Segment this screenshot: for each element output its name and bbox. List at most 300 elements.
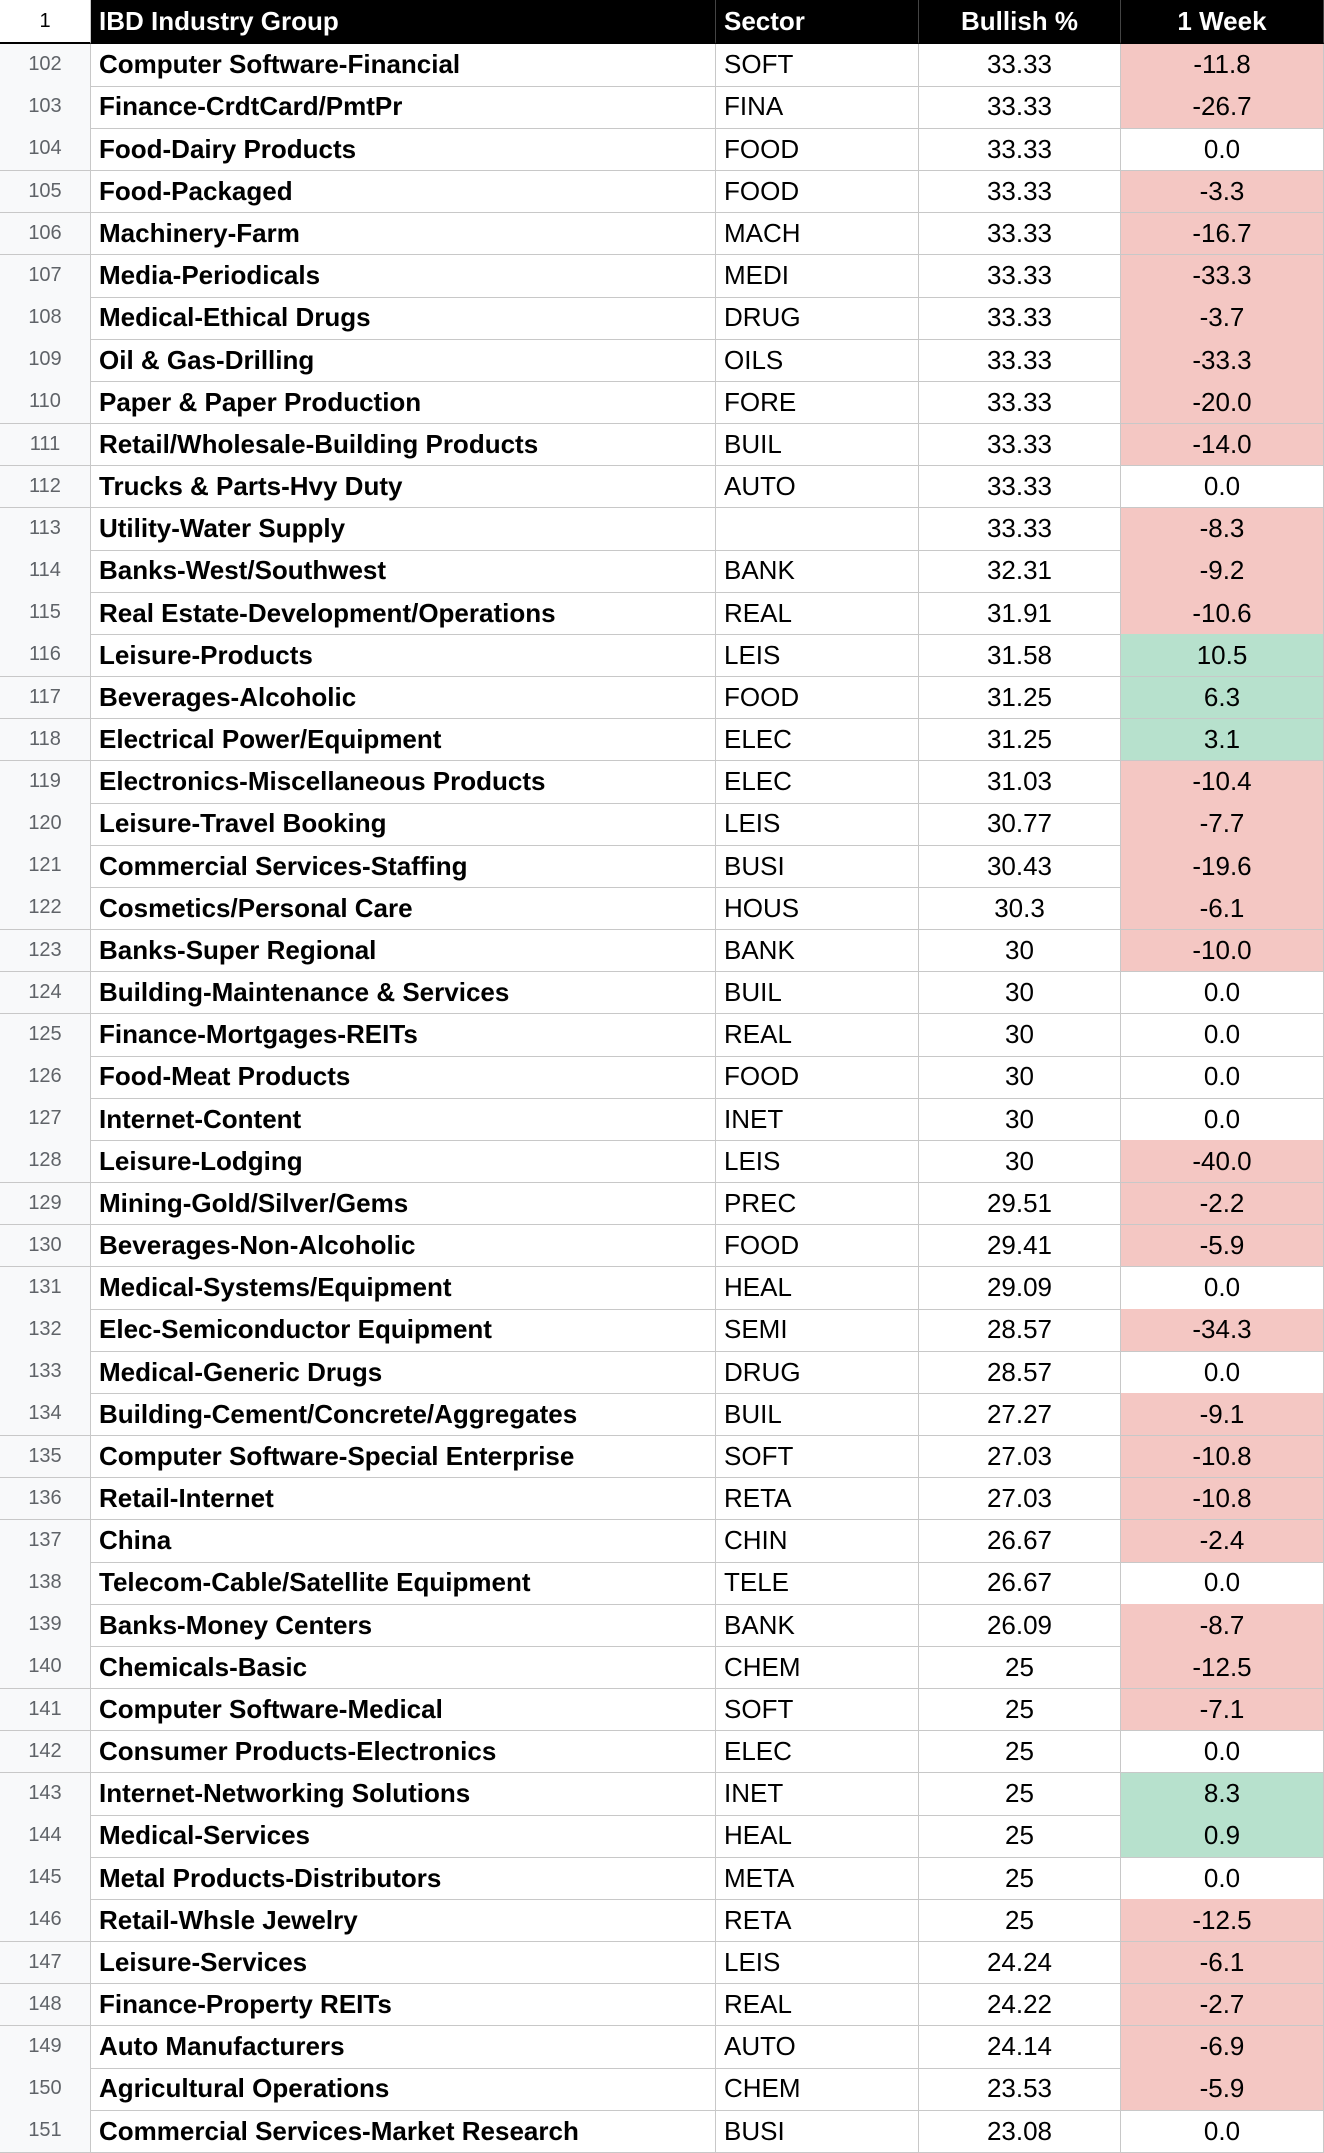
table-row [0,1731,1324,1774]
table-row [0,1562,1324,1605]
row-number[interactable]: 134 [0,1393,91,1436]
row-number[interactable]: 136 [0,1478,91,1521]
sector-cell[interactable]: META [716,1857,919,1900]
week-change-cell[interactable]: -40.0 [1121,1140,1324,1183]
table-row [0,972,1324,1015]
sector-cell[interactable]: FOOD [716,171,919,214]
week-change-cell[interactable]: -11.8 [1121,44,1324,87]
group-cell[interactable]: Leisure-Products [91,634,716,677]
week-change-cell[interactable]: -12.5 [1121,1646,1324,1689]
sector-cell[interactable]: DRUG [716,1351,919,1394]
sector-cell[interactable]: FOOD [716,1225,919,1268]
group-cell[interactable]: Banks-Money Centers [91,1604,716,1647]
bullish-cell[interactable]: 25 [919,1773,1121,1816]
row-number[interactable]: 119 [0,761,91,804]
bullish-cell[interactable]: 31.03 [919,761,1121,804]
row-number[interactable]: 130 [0,1225,91,1268]
table-row [0,1899,1324,1942]
week-change-cell[interactable]: -26.7 [1121,86,1324,129]
row-number[interactable]: 125 [0,1014,91,1057]
row-number[interactable]: 120 [0,803,91,846]
sector-cell[interactable]: HOUS [716,887,919,930]
table-row [0,803,1324,846]
week-change-cell[interactable]: 0.0 [1121,1056,1324,1099]
sector-cell[interactable]: SOFT [716,1689,919,1732]
bullish-cell[interactable]: 28.57 [919,1351,1121,1394]
row-number[interactable]: 104 [0,128,91,171]
table-row [0,1436,1324,1479]
bullish-cell[interactable]: 26.67 [919,1520,1121,1563]
bullish-cell[interactable]: 33.33 [919,381,1121,424]
group-cell[interactable]: Utility-Water Supply [91,508,716,551]
row-number[interactable]: 109 [0,339,91,382]
bullish-cell[interactable]: 33.33 [919,171,1121,214]
sector-cell[interactable]: AUTO [716,2026,919,2069]
table-row [0,761,1324,804]
sector-cell[interactable]: INET [716,1773,919,1816]
row-number[interactable]: 148 [0,1984,91,2027]
week-change-cell[interactable]: 0.0 [1121,1014,1324,1057]
table-row [0,1604,1324,1647]
week-change-cell[interactable]: -6.1 [1121,1942,1324,1985]
table-row [0,1098,1324,1141]
sector-cell[interactable]: RETA [716,1478,919,1521]
bullish-cell[interactable]: 27.03 [919,1436,1121,1479]
bullish-cell[interactable]: 23.53 [919,2068,1121,2111]
bullish-cell[interactable]: 28.57 [919,1309,1121,1352]
week-change-cell[interactable]: -7.7 [1121,803,1324,846]
group-cell[interactable]: Computer Software-Medical [91,1689,716,1732]
bullish-cell[interactable]: 31.25 [919,677,1121,720]
row-number[interactable]: 103 [0,86,91,129]
bullish-cell[interactable]: 25 [919,1857,1121,1900]
group-cell[interactable]: Building-Cement/Concrete/Aggregates [91,1393,716,1436]
row-number[interactable]: 128 [0,1140,91,1183]
row-number[interactable]: 110 [0,381,91,424]
row-number[interactable]: 107 [0,255,91,298]
row-number[interactable]: 113 [0,508,91,551]
week-change-cell[interactable]: -2.2 [1121,1183,1324,1226]
table-row [0,1942,1324,1985]
sector-cell[interactable]: AUTO [716,466,919,509]
table-row [0,1225,1324,1268]
row-number[interactable]: 137 [0,1520,91,1563]
week-change-cell[interactable]: 0.0 [1121,1857,1324,1900]
week-change-cell[interactable]: 0.0 [1121,1098,1324,1141]
group-cell[interactable]: Chemicals-Basic [91,1646,716,1689]
row-number[interactable]: 144 [0,1815,91,1858]
table-row [0,845,1324,888]
table-row [0,2110,1324,2153]
sector-cell[interactable]: BUIL [716,424,919,467]
row-number[interactable]: 126 [0,1056,91,1099]
sector-cell[interactable]: DRUG [716,297,919,340]
table-row [0,1267,1324,1310]
sector-cell[interactable]: MACH [716,213,919,256]
group-cell[interactable]: Building-Maintenance & Services [91,972,716,1015]
table-row [0,1183,1324,1226]
bullish-cell[interactable]: 30 [919,972,1121,1015]
week-change-cell[interactable]: -6.9 [1121,2026,1324,2069]
bullish-cell[interactable]: 33.33 [919,213,1121,256]
row-number[interactable]: 149 [0,2026,91,2069]
row-number[interactable]: 112 [0,466,91,509]
sector-cell[interactable]: BUIL [716,1393,919,1436]
week-change-cell[interactable]: -5.9 [1121,2068,1324,2111]
sector-cell[interactable]: MEDI [716,255,919,298]
row-number[interactable]: 122 [0,887,91,930]
bullish-cell[interactable]: 25 [919,1731,1121,1774]
table-row [0,592,1324,635]
table-row [0,213,1324,256]
table-row [0,550,1324,593]
table-row [0,1056,1324,1099]
week-change-cell[interactable]: 8.3 [1121,1773,1324,1816]
table-row [0,255,1324,298]
sector-cell[interactable]: REAL [716,1014,919,1057]
bullish-cell[interactable]: 30 [919,1140,1121,1183]
bullish-cell[interactable]: 29.51 [919,1183,1121,1226]
sector-cell[interactable]: BUSI [716,845,919,888]
week-change-cell[interactable]: 0.0 [1121,1267,1324,1310]
group-cell[interactable]: Food-Packaged [91,171,716,214]
row-number[interactable]: 123 [0,930,91,973]
group-cell[interactable]: Computer Software-Financial [91,44,716,87]
bullish-cell[interactable]: 25 [919,1899,1121,1942]
group-cell[interactable]: Internet-Content [91,1098,716,1141]
week-change-cell[interactable]: -34.3 [1121,1309,1324,1352]
row-number[interactable]: 116 [0,634,91,677]
sector-cell[interactable]: REAL [716,1984,919,2027]
group-cell[interactable]: Leisure-Lodging [91,1140,716,1183]
week-change-cell[interactable]: -14.0 [1121,424,1324,467]
sector-cell[interactable]: ELEC [716,1731,919,1774]
bullish-cell[interactable]: 24.22 [919,1984,1121,2027]
bullish-cell[interactable]: 31.91 [919,592,1121,635]
week-change-cell[interactable]: 0.0 [1121,466,1324,509]
group-cell[interactable]: Auto Manufacturers [91,2026,716,2069]
table-row [0,1520,1324,1563]
bullish-cell[interactable]: 33.33 [919,255,1121,298]
row-number[interactable]: 124 [0,972,91,1015]
sector-cell[interactable]: LEIS [716,1942,919,1985]
group-cell[interactable]: Cosmetics/Personal Care [91,887,716,930]
group-cell[interactable]: Beverages-Non-Alcoholic [91,1225,716,1268]
row-number[interactable]: 127 [0,1098,91,1141]
bullish-cell[interactable]: 27.03 [919,1478,1121,1521]
week-change-cell[interactable]: 0.0 [1121,972,1324,1015]
table-row [0,1478,1324,1521]
bullish-cell[interactable]: 33.33 [919,424,1121,467]
sector-cell[interactable]: OILS [716,339,919,382]
table-row [0,634,1324,677]
sector-cell[interactable]: BUSI [716,2110,919,2153]
bullish-cell[interactable]: 30 [919,1014,1121,1057]
row-number-header[interactable]: 1 [0,0,91,44]
bullish-cell[interactable]: 26.09 [919,1604,1121,1647]
group-cell[interactable]: Telecom-Cable/Satellite Equipment [91,1562,716,1605]
group-cell[interactable]: Mining-Gold/Silver/Gems [91,1183,716,1226]
sector-cell[interactable]: SEMI [716,1309,919,1352]
week-change-cell[interactable]: -20.0 [1121,381,1324,424]
week-change-cell[interactable]: -10.0 [1121,930,1324,973]
row-number[interactable]: 143 [0,1773,91,1816]
row-number[interactable]: 132 [0,1309,91,1352]
sector-cell[interactable]: CHEM [716,2068,919,2111]
row-number[interactable]: 129 [0,1183,91,1226]
sector-cell[interactable]: REAL [716,592,919,635]
group-cell[interactable]: Metal Products-Distributors [91,1857,716,1900]
row-number[interactable]: 150 [0,2068,91,2111]
bullish-cell[interactable]: 30.77 [919,803,1121,846]
group-cell[interactable]: Real Estate-Development/Operations [91,592,716,635]
sector-cell[interactable] [716,508,919,551]
bullish-cell[interactable]: 23.08 [919,2110,1121,2153]
group-cell[interactable]: China [91,1520,716,1563]
row-number[interactable]: 138 [0,1562,91,1605]
week-change-cell[interactable]: -3.3 [1121,171,1324,214]
bullish-cell[interactable]: 29.09 [919,1267,1121,1310]
table-row [0,1140,1324,1183]
group-cell[interactable]: Medical-Generic Drugs [91,1351,716,1394]
column-header-sector[interactable]: Sector [716,0,919,44]
group-cell[interactable]: Retail-Whsle Jewelry [91,1899,716,1942]
table-row [0,1815,1324,1858]
bullish-cell[interactable]: 27.27 [919,1393,1121,1436]
group-cell[interactable]: Leisure-Services [91,1942,716,1985]
row-number[interactable]: 135 [0,1436,91,1479]
week-change-cell[interactable]: -8.7 [1121,1604,1324,1647]
table-row [0,2026,1324,2069]
week-change-cell[interactable]: -2.7 [1121,1984,1324,2027]
sector-cell[interactable]: FORE [716,381,919,424]
sector-cell[interactable]: SOFT [716,1436,919,1479]
sector-cell[interactable]: RETA [716,1899,919,1942]
row-number[interactable]: 121 [0,845,91,888]
bullish-cell[interactable]: 24.24 [919,1942,1121,1985]
group-cell[interactable]: Trucks & Parts-Hvy Duty [91,466,716,509]
group-cell[interactable]: Banks-Super Regional [91,930,716,973]
bullish-cell[interactable]: 25 [919,1689,1121,1732]
table-row [0,171,1324,214]
table-row [0,2068,1324,2111]
bullish-cell[interactable]: 33.33 [919,508,1121,551]
row-number[interactable]: 139 [0,1604,91,1647]
row-number[interactable]: 131 [0,1267,91,1310]
sector-cell[interactable]: FOOD [716,677,919,720]
group-cell[interactable]: Retail/Wholesale-Building Products [91,424,716,467]
week-change-cell[interactable]: -3.7 [1121,297,1324,340]
table-row [0,1646,1324,1689]
week-change-cell[interactable]: -10.8 [1121,1478,1324,1521]
column-header-week[interactable]: 1 Week [1121,0,1324,44]
group-cell[interactable]: Media-Periodicals [91,255,716,298]
sector-cell[interactable]: FOOD [716,128,919,171]
week-change-cell[interactable]: 6.3 [1121,677,1324,720]
row-number[interactable]: 141 [0,1689,91,1732]
sector-cell[interactable]: TELE [716,1562,919,1605]
week-change-cell[interactable]: -6.1 [1121,887,1324,930]
week-change-cell[interactable]: 0.0 [1121,128,1324,171]
week-change-cell[interactable]: 0.9 [1121,1815,1324,1858]
week-change-cell[interactable]: -19.6 [1121,845,1324,888]
week-change-cell[interactable]: 0.0 [1121,1351,1324,1394]
week-change-cell[interactable]: 0.0 [1121,1562,1324,1605]
row-number[interactable]: 133 [0,1351,91,1394]
bullish-cell[interactable]: 33.33 [919,466,1121,509]
group-cell[interactable]: Leisure-Travel Booking [91,803,716,846]
sector-cell[interactable]: FOOD [716,1056,919,1099]
table-row [0,1014,1324,1057]
week-change-cell[interactable]: -7.1 [1121,1689,1324,1732]
sector-cell[interactable]: BUIL [716,972,919,1015]
sector-cell[interactable]: LEIS [716,1140,919,1183]
group-cell[interactable]: Machinery-Farm [91,213,716,256]
group-cell[interactable]: Food-Meat Products [91,1056,716,1099]
bullish-cell[interactable]: 29.41 [919,1225,1121,1268]
group-cell[interactable]: Commercial Services-Market Research [91,2110,716,2153]
week-change-cell[interactable]: 3.1 [1121,719,1324,762]
week-change-cell[interactable]: -33.3 [1121,339,1324,382]
table-row [0,1393,1324,1436]
sector-cell[interactable]: SOFT [716,44,919,87]
group-cell[interactable]: Elec-Semiconductor Equipment [91,1309,716,1352]
table-row [0,128,1324,171]
group-cell[interactable]: Beverages-Alcoholic [91,677,716,720]
week-change-cell[interactable]: -9.2 [1121,550,1324,593]
row-number[interactable]: 140 [0,1646,91,1689]
group-cell[interactable]: Medical-Services [91,1815,716,1858]
table-row [0,1773,1324,1816]
row-number[interactable]: 111 [0,424,91,467]
bullish-cell[interactable]: 32.31 [919,550,1121,593]
table-row [0,887,1324,930]
bullish-cell[interactable]: 33.33 [919,339,1121,382]
group-cell[interactable]: Medical-Ethical Drugs [91,297,716,340]
row-number[interactable]: 146 [0,1899,91,1942]
row-number[interactable]: 145 [0,1857,91,1900]
bullish-cell[interactable]: 31.58 [919,634,1121,677]
group-cell[interactable]: Computer Software-Special Enterprise [91,1436,716,1479]
row-number[interactable]: 147 [0,1942,91,1985]
table-row [0,1309,1324,1352]
table-row [0,1351,1324,1394]
table-row [0,930,1324,973]
week-change-cell[interactable]: -12.5 [1121,1899,1324,1942]
sector-cell[interactable]: PREC [716,1183,919,1226]
row-number[interactable]: 151 [0,2110,91,2153]
group-cell[interactable]: Consumer Products-Electronics [91,1731,716,1774]
week-change-cell[interactable]: 0.0 [1121,1731,1324,1774]
group-cell[interactable]: Paper & Paper Production [91,381,716,424]
sector-cell[interactable]: BANK [716,1604,919,1647]
group-cell[interactable]: Agricultural Operations [91,2068,716,2111]
bullish-cell[interactable]: 30 [919,1056,1121,1099]
sector-cell[interactable]: FINA [716,86,919,129]
bullish-cell[interactable]: 33.33 [919,297,1121,340]
group-cell[interactable]: Internet-Networking Solutions [91,1773,716,1816]
bullish-cell[interactable]: 31.25 [919,719,1121,762]
table-row [0,339,1324,382]
row-number[interactable]: 105 [0,171,91,214]
bullish-cell[interactable]: 30 [919,930,1121,973]
row-number[interactable]: 117 [0,677,91,720]
table-row [0,44,1324,87]
column-header-group[interactable]: IBD Industry Group [91,0,716,44]
sector-cell[interactable]: LEIS [716,634,919,677]
week-change-cell[interactable]: -2.4 [1121,1520,1324,1563]
group-cell[interactable]: Finance-CrdtCard/PmtPr [91,86,716,129]
bullish-cell[interactable]: 30 [919,1098,1121,1141]
table-row [0,508,1324,551]
sector-cell[interactable]: CHIN [716,1520,919,1563]
row-number[interactable]: 106 [0,213,91,256]
week-change-cell[interactable]: -9.1 [1121,1393,1324,1436]
table-row [0,86,1324,129]
group-cell[interactable]: Electronics-Miscellaneous Products [91,761,716,804]
group-cell[interactable]: Food-Dairy Products [91,128,716,171]
table-row [0,466,1324,509]
column-header-bullish[interactable]: Bullish % [919,0,1121,44]
bullish-cell[interactable]: 30.3 [919,887,1121,930]
group-cell[interactable]: Retail-Internet [91,1478,716,1521]
row-number[interactable]: 142 [0,1731,91,1774]
sector-cell[interactable]: INET [716,1098,919,1141]
row-number[interactable]: 108 [0,297,91,340]
week-change-cell[interactable]: -8.3 [1121,508,1324,551]
group-cell[interactable]: Banks-West/Southwest [91,550,716,593]
table-row [0,381,1324,424]
group-cell[interactable]: Finance-Mortgages-REITs [91,1014,716,1057]
bullish-cell[interactable]: 33.33 [919,86,1121,129]
row-number[interactable]: 115 [0,592,91,635]
sector-cell[interactable]: ELEC [716,761,919,804]
bullish-cell[interactable]: 30.43 [919,845,1121,888]
bullish-cell[interactable]: 25 [919,1646,1121,1689]
week-change-cell[interactable]: 10.5 [1121,634,1324,677]
sector-cell[interactable]: ELEC [716,719,919,762]
bullish-cell[interactable]: 33.33 [919,128,1121,171]
row-number[interactable]: 114 [0,550,91,593]
table-row [0,424,1324,467]
sector-cell[interactable]: CHEM [716,1646,919,1689]
sector-cell[interactable]: BANK [716,930,919,973]
week-change-cell[interactable]: -10.4 [1121,761,1324,804]
week-change-cell[interactable]: -10.6 [1121,592,1324,635]
sector-cell[interactable]: LEIS [716,803,919,846]
week-change-cell[interactable]: -33.3 [1121,255,1324,298]
group-cell[interactable]: Oil & Gas-Drilling [91,339,716,382]
group-cell[interactable]: Finance-Property REITs [91,1984,716,2027]
group-cell[interactable]: Electrical Power/Equipment [91,719,716,762]
bullish-cell[interactable]: 26.67 [919,1562,1121,1605]
bullish-cell[interactable]: 24.14 [919,2026,1121,2069]
table-row [0,1857,1324,1900]
sector-cell[interactable]: BANK [716,550,919,593]
group-cell[interactable]: Medical-Systems/Equipment [91,1267,716,1310]
week-change-cell[interactable]: -5.9 [1121,1225,1324,1268]
sector-cell[interactable]: HEAL [716,1815,919,1858]
row-number[interactable]: 118 [0,719,91,762]
group-cell[interactable]: Commercial Services-Staffing [91,845,716,888]
week-change-cell[interactable]: -10.8 [1121,1436,1324,1479]
week-change-cell[interactable]: -16.7 [1121,213,1324,256]
bullish-cell[interactable]: 25 [919,1815,1121,1858]
sector-cell[interactable]: HEAL [716,1267,919,1310]
bullish-cell[interactable]: 33.33 [919,44,1121,87]
row-number[interactable]: 102 [0,44,91,87]
week-change-cell[interactable]: 0.0 [1121,2110,1324,2153]
